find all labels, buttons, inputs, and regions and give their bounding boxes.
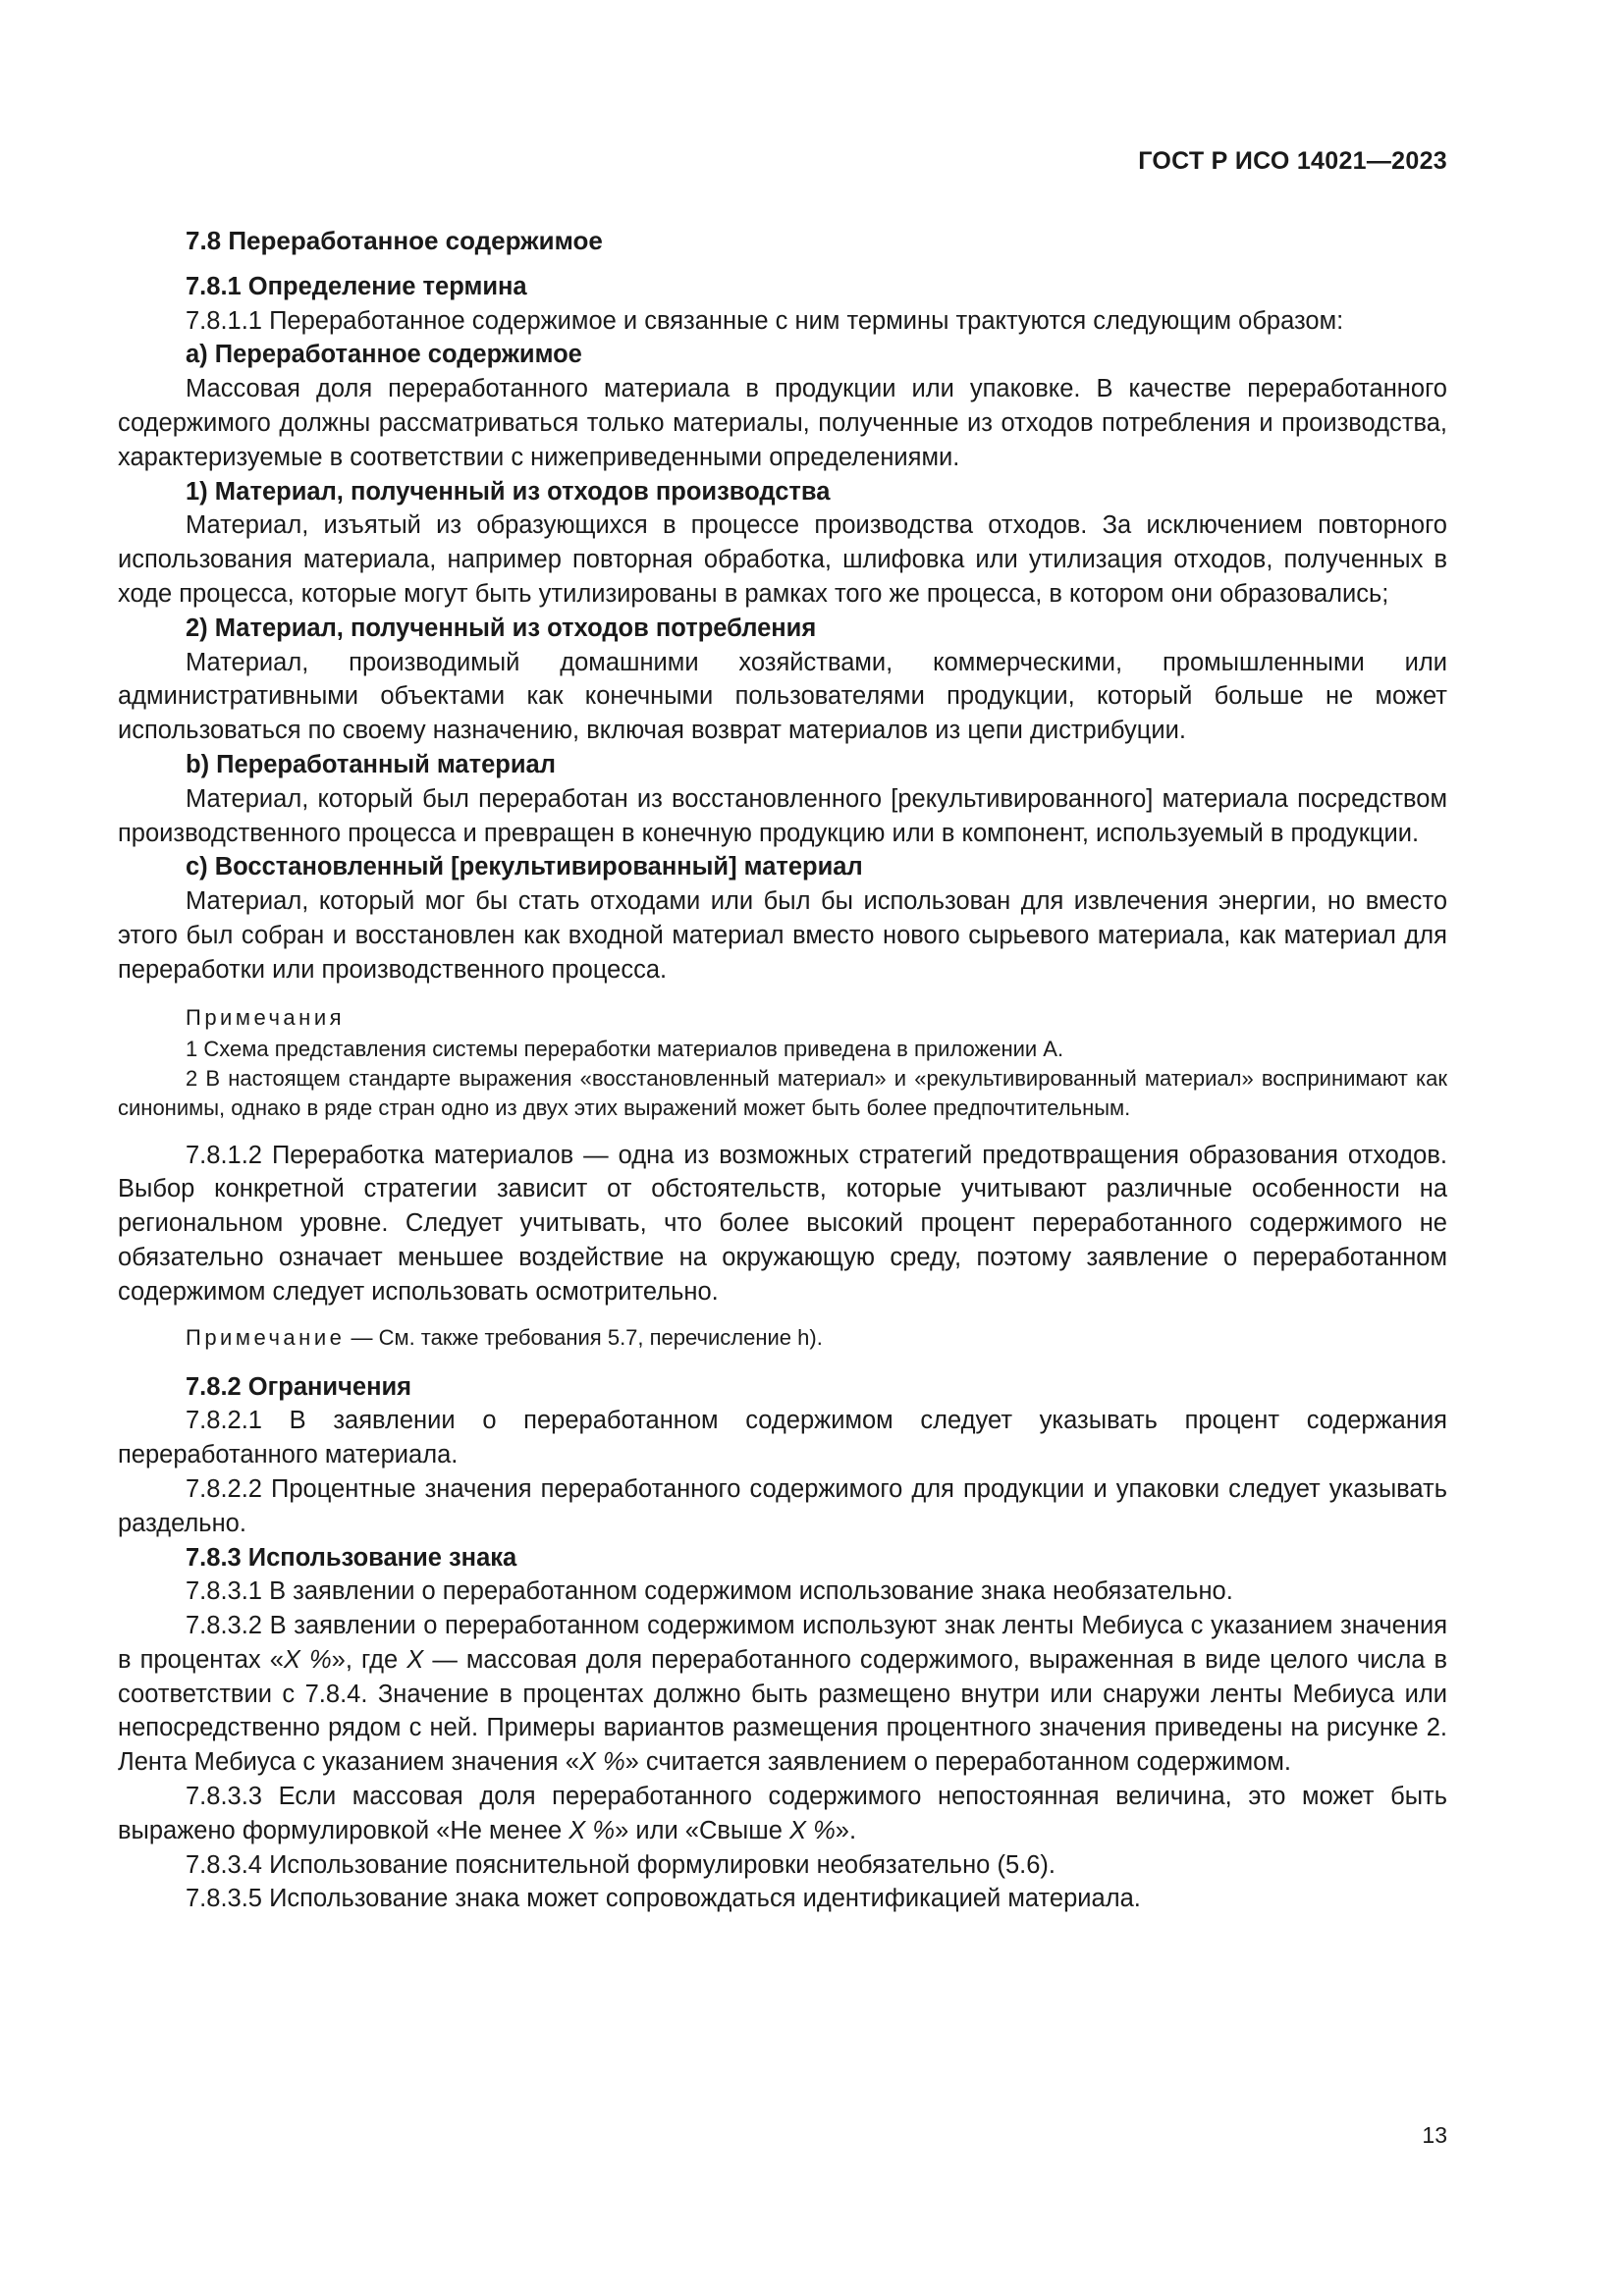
paragraph-7-8-1-2: 7.8.1.2 Переработка материалов — одна из возможных стратегий предотвращения образования отходов. Выбор конкретной стратегии зависит от обстоятельств, которые учитывают различные особенности на региональном уровне. Следует учитывать, что более высокий процент переработанного содержимого не обязательно означает меньшее воздействие на окружающую среду, поэтому заявление о переработанном содержимом следует использовать осмотрительно. — [118, 1141, 1447, 1306]
item-a-text: Массовая доля переработанного материала в продукции или упаковке. В качестве переработанного содержимого должны рассматриваться только материалы, полученные из отходов потребления и производства, характеризуемые в соответствии с нижеприведенными определениями. — [118, 375, 1447, 471]
text-run: 7.8.3.2 В заявлении о переработанном содержимом используют знак ленты Мебиуса с указанием значения в процентах « — [118, 1612, 1447, 1674]
note-1: 1 Схема представления системы переработки материалов приведена в приложении А. — [186, 1036, 1064, 1061]
text-run: 7.8.3.3 Если массовая доля переработанного содержимого непостоянная величина, это может быть выражено формулировкой «Не менее — [118, 1783, 1447, 1844]
inline-note-text: — См. также требования 5.7, перечисление h). — [345, 1324, 823, 1350]
paragraph-7-8-3-1: 7.8.3.1 В заявлении о переработанном содержимом использование знака необязательно. — [186, 1577, 1233, 1606]
paragraph-7-8-3-2 — [118, 1609, 1447, 1780]
item-c-text: Материал, который мог бы стать отходами или был бы использован для извлечения энергии, но вместо этого был собран и восстановлен как входной материал вместо нового сырьевого материала, как материал для переработки или производственного процесса. — [118, 887, 1447, 984]
subsection-title-7-8-3: 7.8.3 Использование знака — [186, 1543, 517, 1572]
item-c-title: c) Восстановленный [рекультивированный] материал — [186, 853, 863, 881]
paragraph-7-8-3-5: 7.8.3.5 Использование знака может сопровождаться идентификацией материала. — [186, 1885, 1141, 1913]
italic-x-percent: X % — [578, 1748, 625, 1777]
item-a1-text: Материал, изъятый из образующихся в процессе производства отходов. За исключением повторного использования материала, например повторная обработка, шлифовка или утилизация отходов, полученных в ходе процесса, которые могут быть утилизированы в рамках того же процесса, в котором они образовались; — [118, 511, 1447, 608]
inline-note-label: Примечание — [186, 1324, 346, 1350]
text-run: ». — [835, 1816, 857, 1844]
paragraph-7-8-3-4: 7.8.3.4 Использование пояснительной формулировки необязательно (5.6). — [186, 1850, 1056, 1879]
notes-title: Примечания — [186, 1004, 346, 1030]
note-2: 2 В настоящем стандарте выражения «восстановленный материал» и «рекультивированный материал» воспринимают как синонимы, однако в ряде стран одно из двух этих выражений может быть более предпочтительным. — [118, 1065, 1447, 1120]
subsection-title-7-8-1: 7.8.1 Определение термина — [186, 272, 527, 300]
item-a2-text: Материал, производимый домашними хозяйствами, коммерческими, промышленными или административными объектами как конечными пользователями продукции, который больше не может использоваться по своему назначению, включая возврат материалов из цепи дистрибуции. — [118, 648, 1447, 745]
text-run: » считается заявлением о переработанном содержимом. — [624, 1748, 1291, 1777]
italic-x-percent: X % — [283, 1645, 332, 1674]
item-a1-title: 1) Материал, полученный из отходов производства — [186, 477, 831, 506]
paragraph-7-8-3-3 — [118, 1780, 1447, 1848]
paragraph-7-8-2-2: 7.8.2.2 Процентные значения переработанного содержимого для продукции и упаковки следует указывать раздельно. — [118, 1474, 1447, 1537]
inline-note — [118, 1323, 1447, 1353]
italic-x-percent: X % — [568, 1816, 616, 1844]
standard-id-header: ГОСТ Р ИСО 14021—2023 — [1138, 147, 1447, 175]
page-content — [118, 224, 1447, 1916]
section-title: 7.8 Переработанное содержимое — [186, 226, 603, 255]
subsection-title-7-8-2: 7.8.2 Ограничения — [186, 1372, 412, 1401]
item-a-title: a) Переработанное содержимое — [186, 341, 582, 369]
paragraph-7-8-2-1: 7.8.2.1 В заявлении о переработанном содержимом следует указывать процент содержания переработанного материала. — [118, 1407, 1447, 1469]
text-run: — массовая доля переработанного содержимого, выраженная в виде целого числа в соответствии с 7.8.4. Значение в процентах должно быть размещено внутри или снаружи ленты Мебиуса или непосредственно рядом с ней. Примеры вариантов размещения процентного значения приведены на рисунке 2. Лента Мебиуса с указанием значения « — [118, 1645, 1447, 1777]
paragraph-7-8-1-1: 7.8.1.1 Переработанное содержимое и связанные с ним термины трактуются следующим образом: — [186, 306, 1344, 335]
italic-x-percent: X % — [788, 1816, 836, 1844]
item-b-text: Материал, который был переработан из восстановленного [рекультивированного] материала посредством производственного процесса и превращен в конечную продукцию или в компонент, используемый в продукции. — [118, 784, 1447, 847]
item-b-title: b) Переработанный материал — [186, 750, 556, 778]
text-run: » или «Свыше — [615, 1816, 789, 1844]
text-run: », где — [331, 1645, 407, 1674]
page-number: 13 — [1422, 2122, 1447, 2148]
notes-block — [118, 1003, 1447, 1123]
item-a2-title: 2) Материал, полученный из отходов потребления — [186, 614, 817, 642]
italic-x: X — [406, 1645, 424, 1674]
